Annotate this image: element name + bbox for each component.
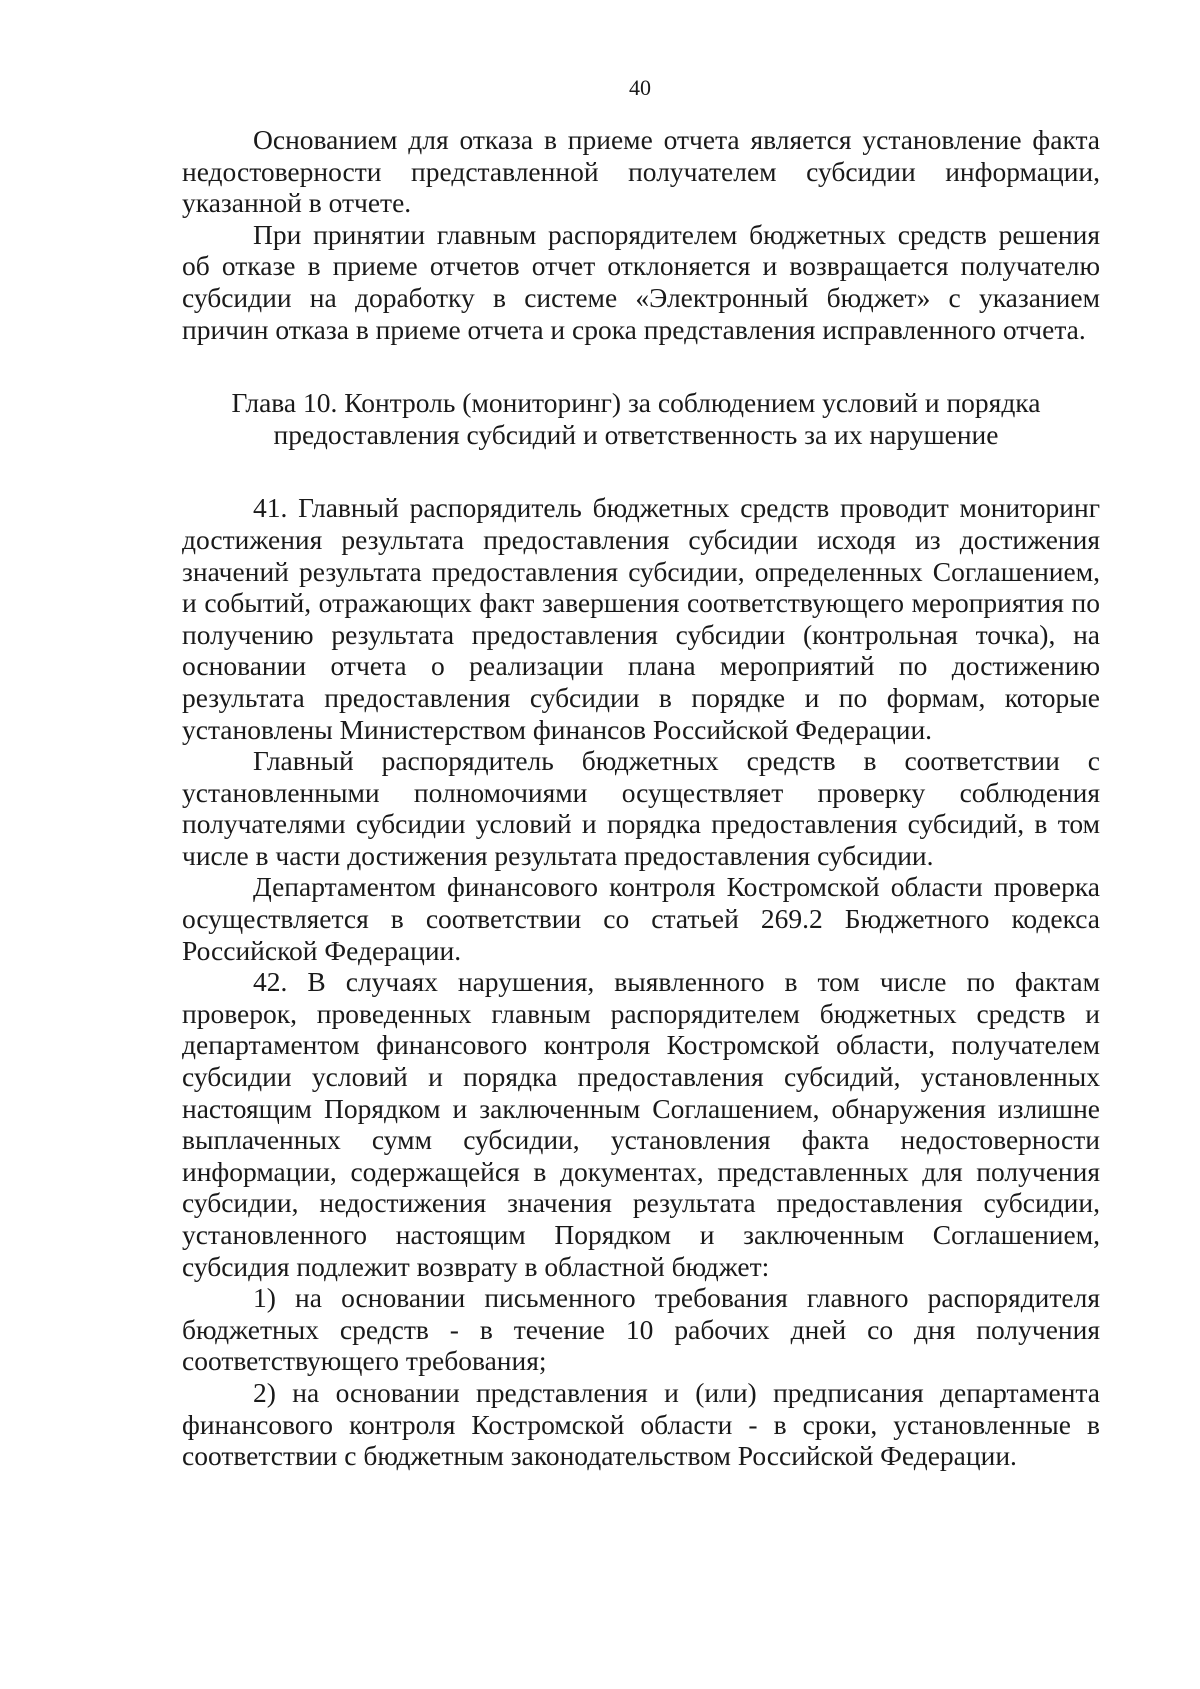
paragraph-financial-control: Департаментом финансового контроля Костромской области проверка осуществляется в соответствии со статьей 269.2 Бюджетного кодекса Российской Федерации. — [182, 871, 1100, 966]
paragraph-report-rejection: При принятии главным распорядителем бюджетных средств решения об отказе в приеме отчетов отчет отклоняется и возвращается получателю субсидии на доработку в системе «Электронный бюджет» с указанием причин отказа в приеме отчета и срока представления исправленного отчета. — [182, 218, 1100, 345]
paragraph-compliance-check: Главный распорядитель бюджетных средств в соответствии с установленными полномочиями осуществляет проверку соблюдения получателями субсидии условий и порядка предоставления субсидий, в том числе в части достижения результата предоставления субсидии. — [182, 745, 1100, 871]
chapter-title-line-2: предоставления субсидий и ответственность за их нарушение — [273, 418, 999, 450]
paragraph-clause-42: 42. В случаях нарушения, выявленного в том числе по фактам проверок, проведенных главным распорядителем бюджетных средств и департаментом финансового контроля Костромской области, получателем субсидии условий и порядка предоставления субсидий, установленных настоящим Порядком и заключенным Соглашением, обнаружения излишне выплаченных сумм субсидии, установления факта недостоверности информации, содержащейся в документах, представленных для получения субсидии, недостижения значения результата предоставления субсидии, установленного настоящим Порядком и заключенным Соглашением, субсидия подлежит возврату в областной бюджет: — [182, 966, 1100, 1282]
chapter-title-line-1: Глава 10. Контроль (мониторинг) за соблюдением условий и порядка — [231, 387, 1041, 419]
paragraph-refusal-grounds: Основанием для отказа в приеме отчета является установление факта недостоверности представленной получателем субсидии информации, указанной в отчете. — [182, 124, 1100, 219]
chapter-heading — [172, 387, 1100, 450]
paragraph-clause-41: 41. Главный распорядитель бюджетных средств проводит мониторинг достижения результата предоставления субсидии исходя из достижения значений результата предоставления субсидии, определенных Соглашением, и событий, отражающих факт завершения соответствующего мероприятия по получению результата предоставления субсидии (контрольная точка), на основании отчета о реализации плана мероприятий по достижению результата предоставления субсидии в порядке и по формам, которые установлены Министерством финансов Российской Федерации. — [182, 492, 1100, 745]
document-body — [182, 124, 1100, 1472]
paragraph-item-1: 1) на основании письменного требования главного распорядителя бюджетных средств - в течение 10 рабочих дней со дня получения соответствующего требования; — [182, 1282, 1100, 1377]
page-number: 40 — [629, 75, 651, 100]
paragraph-item-2: 2) на основании представления и (или) предписания департамента финансового контроля Костромской области - в сроки, установленные в соответствии с бюджетным законодательством Российской Федерации. — [182, 1376, 1100, 1472]
